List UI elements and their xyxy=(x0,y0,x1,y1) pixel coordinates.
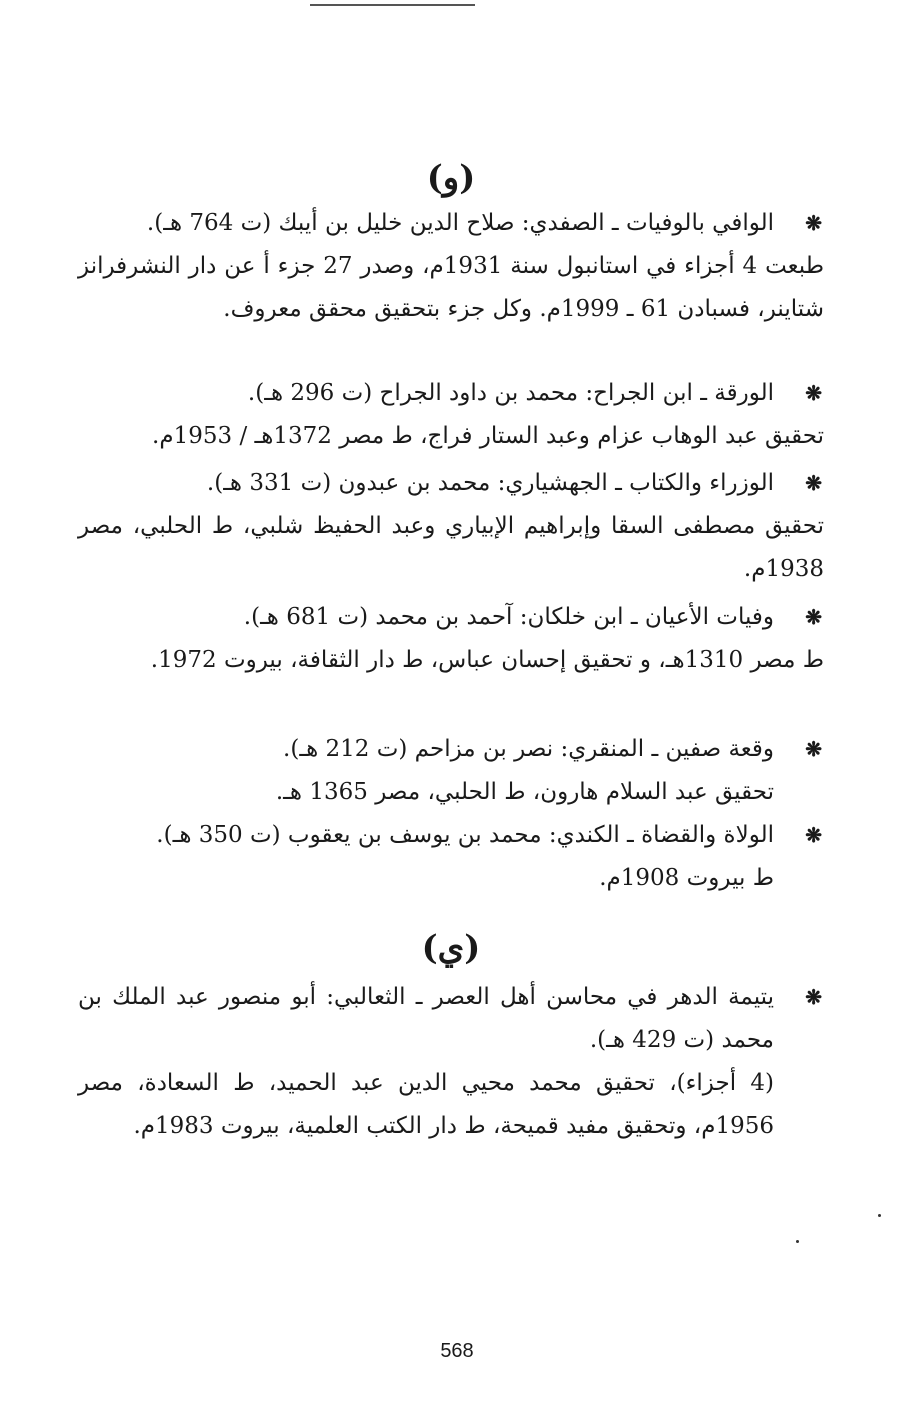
entry-title: الورقة ـ ابن الجراح: محمد بن داود الجراح (ت 296 هـ). xyxy=(247,380,774,406)
asterisk-icon: ❋ xyxy=(805,737,822,761)
page-number: 568 xyxy=(440,1340,474,1362)
asterisk-icon: ❋ xyxy=(805,605,822,629)
entry-title: وفيات الأعيان ـ ابن خلكان: آحمد بن محمد (ت 681 هـ). xyxy=(243,604,774,630)
entry-details: تحقيق عبد السلام هارون، ط الحلبي، مصر 1365 هـ. xyxy=(275,779,774,805)
entry-headline xyxy=(78,372,824,415)
entry-title: الولاة والقضاة ـ الكندي: محمد بن يوسف بن يعقوب (ت 350 هـ). xyxy=(156,822,774,848)
entry-headline xyxy=(78,814,824,857)
entry-title: الوزراء والكتاب ـ الجهشياري: محمد بن عبدون (ت 331 هـ). xyxy=(206,470,774,496)
bibliography-entry xyxy=(78,202,824,331)
bibliography-entry xyxy=(78,462,824,591)
section-heading-waw: (و) xyxy=(426,158,476,198)
section-heading-ya: (ي) xyxy=(421,928,481,968)
entry-headline xyxy=(78,462,824,505)
entry-details: (4 أجزاء)، تحقيق محمد محيي الدين عبد الحميد، ط السعادة، مصر 1956م، وتحقيق مفيد قميحة، ط دار الكتب العلمية، بيروت 1983م. xyxy=(78,1070,774,1139)
entry-title: الوافي بالوفيات ـ الصفدي: صلاح الدين خليل بن أيبك (ت 764 هـ). xyxy=(146,210,774,236)
entry-title: يتيمة الدهر في محاسن أهل العصر ـ الثعالبي: أبو منصور عبد الملك بن محمد (ت 429 هـ). xyxy=(78,984,774,1053)
entry-headline xyxy=(78,976,824,1062)
entry-headline xyxy=(78,728,824,771)
entry-title: وقعة صفين ـ المنقري: نصر بن مزاحم (ت 212 هـ). xyxy=(283,736,774,762)
entry-details: ط مصر 1310هـ، و تحقيق إحسان عباس، ط دار الثقافة، بيروت 1972. xyxy=(150,647,824,673)
entry-details: ط بيروت 1908م. xyxy=(599,865,774,891)
entry-headline xyxy=(78,596,824,639)
asterisk-icon: ❋ xyxy=(805,985,822,1009)
page-body xyxy=(78,0,824,1415)
entry-headline xyxy=(78,202,824,245)
entry-details: تحقيق عبد الوهاب عزام وعبد الستار فراج، ط مصر 1372هـ / 1953م. xyxy=(152,423,824,449)
scan-speck xyxy=(796,1240,799,1243)
bibliography-entry xyxy=(78,372,824,458)
scan-speck xyxy=(878,1214,881,1217)
bibliography-entry xyxy=(78,814,824,900)
asterisk-icon: ❋ xyxy=(805,471,822,495)
entry-details: طبعت 4 أجزاء في استانبول سنة 1931م، وصدر 27 جزء أ عن دار النشرفرانز شتاينر، فسبادن 61 ـ 1999م. وكل جزء بتحقيق محقق معروف. xyxy=(78,253,825,322)
entry-details: تحقيق مصطفى السقا وإبراهيم الإبياري وعبد الحفيظ شلبي، ط الحلبي، مصر 1938م. xyxy=(78,513,824,582)
bibliography-entry xyxy=(78,976,824,1148)
asterisk-icon: ❋ xyxy=(805,381,822,405)
asterisk-icon: ❋ xyxy=(805,823,822,847)
asterisk-icon: ❋ xyxy=(805,211,822,235)
bibliography-entry xyxy=(78,728,824,814)
bibliography-entry xyxy=(78,596,824,682)
